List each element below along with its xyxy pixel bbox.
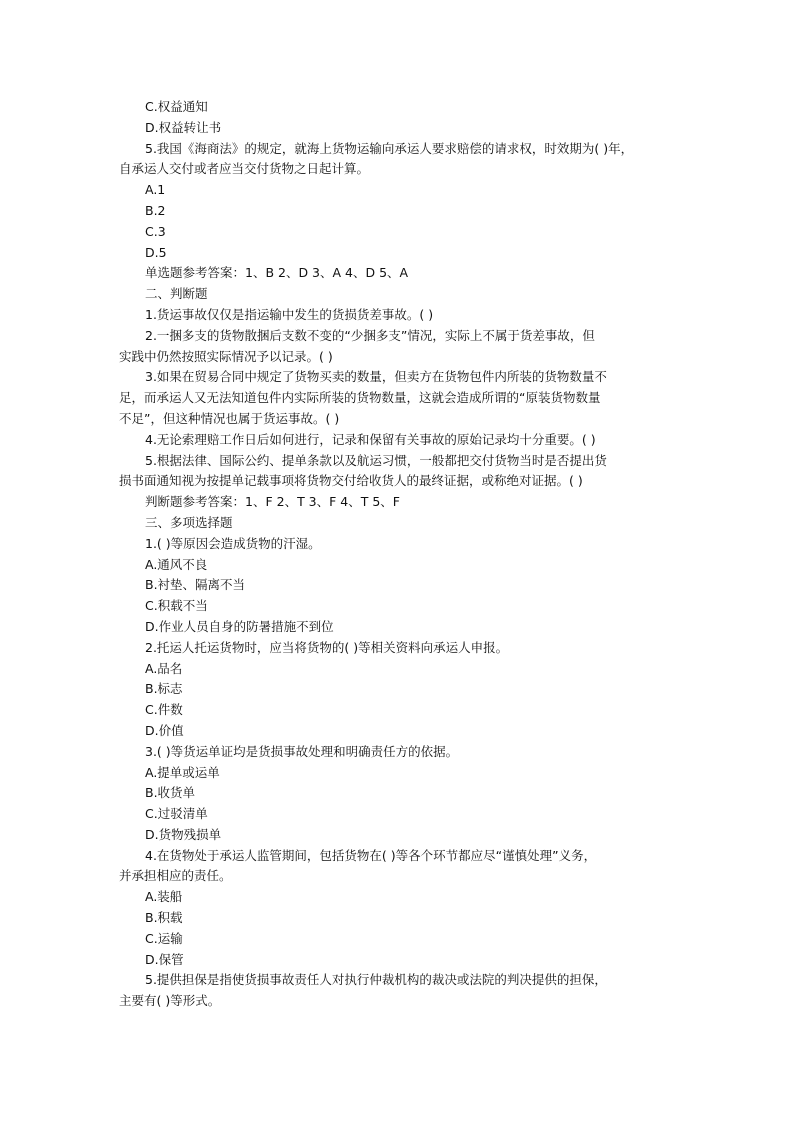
text-line: C.积载不当: [145, 598, 208, 614]
text-line: 5.我国《海商法》的规定，就海上货物运输向承运人要求赔偿的请求权，时效期为( )年，: [145, 140, 634, 156]
document-page: [119, 97, 709, 1012]
text-line: 二、判断题: [145, 286, 208, 302]
text-line: A.1: [145, 182, 166, 198]
text-line: 3.如果在贸易合同中规定了货物买卖的数量，但卖方在货物包件内所装的货物数量不: [145, 369, 607, 385]
text-line: 单选题参考答案：1、B 2、D 3、A 4、D 5、A: [145, 265, 409, 281]
text-line: B.收货单: [145, 785, 196, 801]
text-line: D.保管: [145, 951, 184, 967]
text-line: B.积载: [145, 910, 183, 926]
text-line: C.权益通知: [145, 99, 208, 114]
text-line: B.2: [145, 202, 166, 218]
text-line: 5.根据法律、国际公约、提单条款以及航运习惯，一般都把交付货物当时是否提出货: [145, 452, 607, 468]
text-line: D.权益转让书: [145, 119, 222, 135]
text-line: 5.提供担保是指使货损事故责任人对执行仲裁机构的裁决或法院的判决提供的担保，: [145, 972, 607, 988]
text-line: D.5: [145, 244, 167, 260]
text-line: 4.无论索理赔工作日后如何进行，记录和保留有关事故的原始记录均十分重要。( ): [145, 431, 596, 447]
text-line: D.价值: [145, 722, 184, 738]
text-line: 自承运人交付或者应当交付货物之日起计算。: [119, 161, 370, 177]
text-line: 1.( )等原因会造成货物的汗湿。: [145, 535, 321, 551]
text-line: C.过驳清单: [145, 806, 208, 822]
text-line: 损书面通知视为按提单记载事项将货物交付给收货人的最终证据，或称绝对证据。( ): [119, 473, 583, 489]
text-line: 4.在货物处于承运人监管期间，包括货物在( )等各个环节都应尽“谨慎处理”义务，: [145, 847, 597, 863]
text-line: 2.托运人托运货物时，应当将货物的( )等相关资料向承运人申报。: [145, 639, 509, 655]
text-line: A.品名: [145, 660, 183, 676]
text-line: 2.一捆多支的货物散捆后支数不变的“少捆多支”情况，实际上不属于货差事故，但: [145, 327, 595, 343]
text-line: 不足”，但这种情况也属于货运事故。( ): [119, 410, 340, 426]
text-line: A.装船: [145, 889, 183, 905]
text-line: 足，而承运人又无法知道包件内实际所装的货物数量，这就会造成所谓的“原装货物数量: [119, 390, 601, 406]
text-line: B.标志: [145, 681, 183, 697]
text-line: D.作业人员自身的防暑措施不到位: [145, 618, 334, 634]
text-line: C.3: [145, 223, 166, 239]
text-line: 并承担相应的责任。: [119, 868, 232, 884]
text-line: A.提单或运单: [145, 764, 220, 780]
text-line: B.衬垫、隔离不当: [145, 577, 246, 593]
text-line: C.件数: [145, 702, 183, 718]
text-line: 主要有( )等形式。: [119, 993, 221, 1009]
text-line: 判断题参考答案：1、F 2、T 3、F 4、T 5、F: [145, 494, 400, 510]
text-line: 实践中仍然按照实际情况予以记录。( ): [119, 348, 333, 364]
text-line: D.货物残损单: [145, 826, 222, 842]
text-line: 1.货运事故仅仅是指运输中发生的货损货差事故。( ): [145, 306, 434, 322]
text-line: A.通风不良: [145, 556, 208, 572]
text-line: 三、多项选择题: [145, 514, 233, 530]
text-line: 3.( )等货运单证均是货损事故处理和明确责任方的依据。: [145, 743, 459, 759]
text-line: C.运输: [145, 930, 183, 946]
